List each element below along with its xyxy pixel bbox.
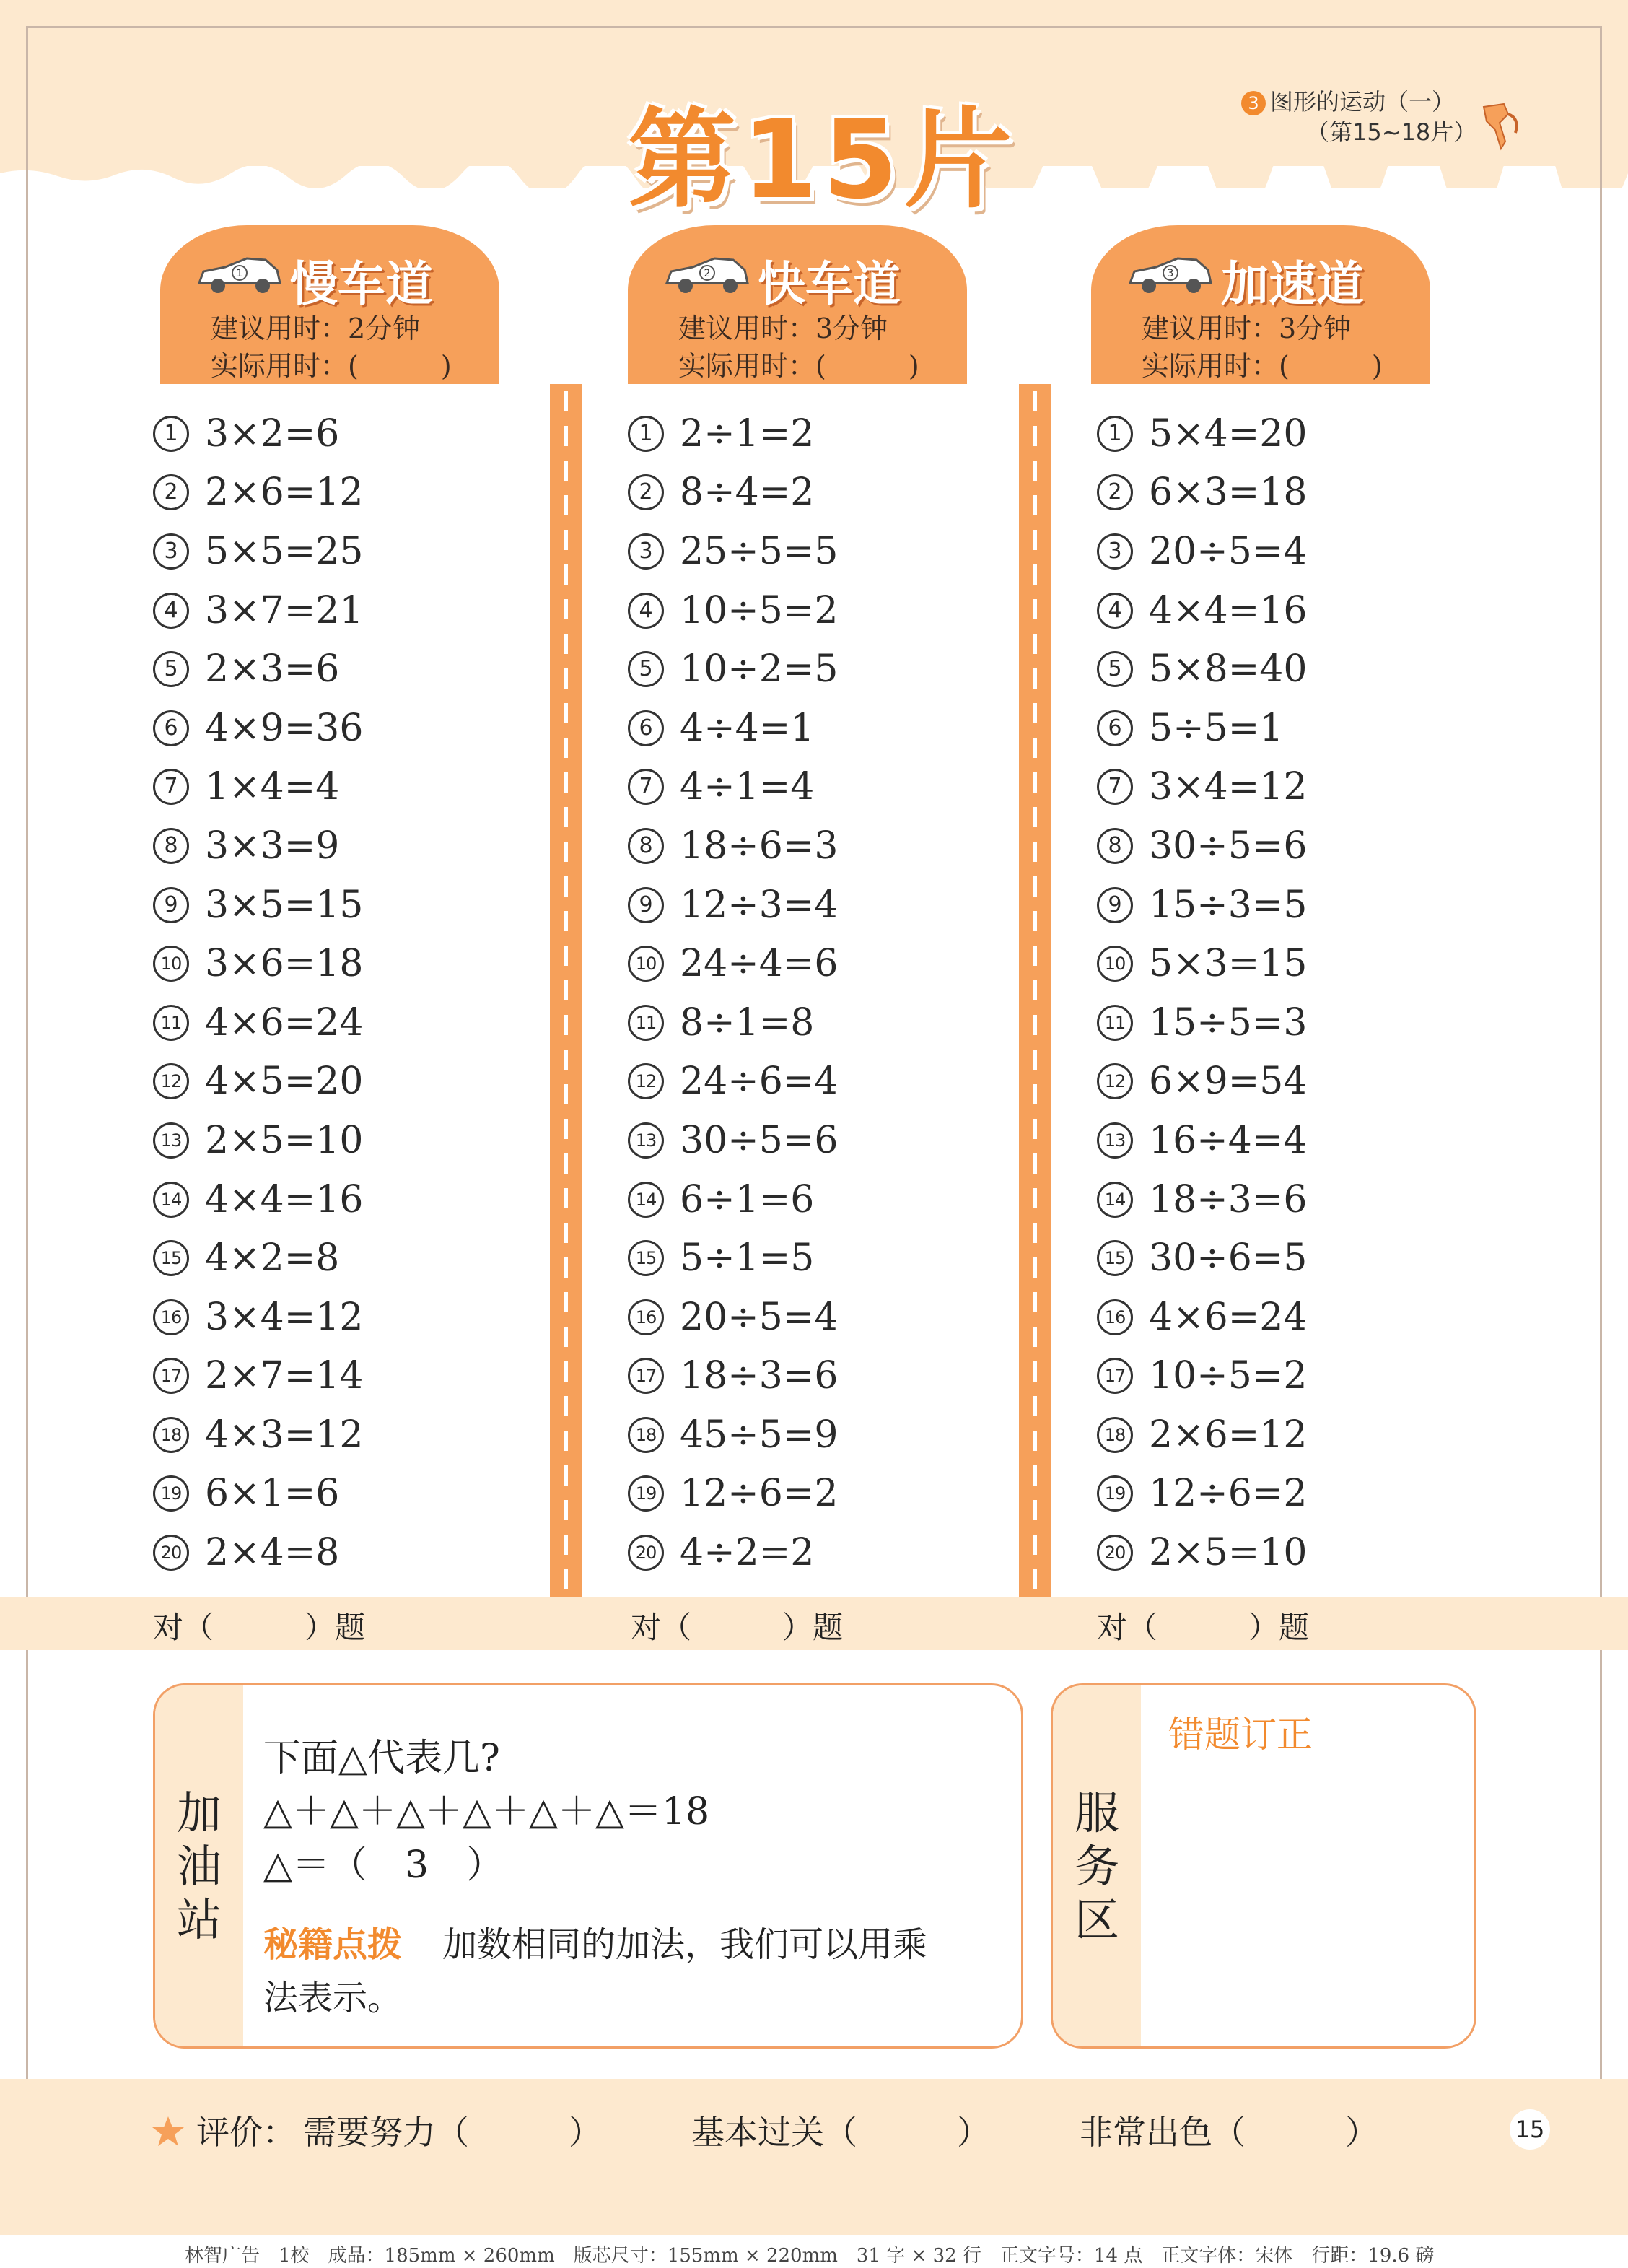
problem-item (153, 1111, 363, 1170)
problem-text: 25÷5=5 (680, 529, 839, 573)
problem-number: 17 (628, 1358, 664, 1394)
suggested-time: 建议用时：2分钟 (211, 313, 421, 344)
problem-text: 2×7=14 (205, 1354, 364, 1398)
problem-text: 4×3=12 (205, 1413, 364, 1457)
problem-number: 15 (1097, 1240, 1133, 1276)
problem-item (1097, 1111, 1307, 1170)
problem-item (628, 934, 838, 993)
problem-text: 10÷5=2 (1149, 1354, 1308, 1398)
problem-item (628, 699, 838, 758)
problem-item (628, 1111, 838, 1170)
problem-item (153, 1170, 363, 1229)
problem-number: 15 (153, 1240, 189, 1276)
suggested-time: 建议用时：3分钟 (678, 313, 888, 344)
score-accel: 对（ ）题 (1097, 1610, 1310, 1645)
tip-text-1: 加数相同的加法，我们可以用乘 (442, 1924, 928, 1965)
problem-item (153, 1465, 363, 1524)
fuel-nozzle-icon (1479, 101, 1523, 152)
problem-text: 5×5=25 (205, 529, 364, 573)
problem-text: 24÷6=4 (680, 1060, 839, 1104)
problem-number: 7 (628, 769, 664, 805)
problem-text: 2×3=6 (205, 647, 340, 692)
gas-station-box (153, 1683, 1023, 2049)
problem-text: 5÷1=5 (680, 1237, 815, 1281)
service-area-label: 服务区 (1074, 1787, 1119, 1946)
problem-number: 3 (153, 533, 189, 570)
problem-number: 16 (628, 1299, 664, 1335)
problem-number: 19 (1097, 1475, 1133, 1512)
problem-item (1097, 758, 1307, 817)
unit-range: （第15~18片） (1306, 118, 1477, 146)
problem-number: 12 (153, 1063, 189, 1099)
problem-number: 7 (153, 769, 189, 805)
score-fast: 对（ ）题 (631, 1610, 844, 1645)
problem-text: 3×3=9 (205, 824, 340, 868)
problem-text: 5×4=20 (1149, 411, 1308, 455)
problem-item (153, 816, 363, 876)
problem-number: 2 (628, 474, 664, 510)
gas-answer: △＝（ 3 ） (263, 1844, 504, 1887)
gas-tip (263, 1916, 927, 1966)
problem-number: 4 (628, 593, 664, 629)
problem-item (1097, 1288, 1307, 1347)
problem-item (153, 1347, 363, 1406)
car-number: 1 (236, 268, 243, 279)
problem-item (1097, 816, 1307, 876)
problem-text: 2÷1=2 (680, 411, 815, 455)
evaluation-option-excellent: 非常出色（ ） (1080, 2113, 1378, 2152)
problem-item (628, 581, 838, 640)
problem-item (153, 1052, 363, 1112)
problem-number: 4 (153, 593, 189, 629)
unit-name: 图形的运动（一） (1270, 88, 1456, 115)
problem-item (1097, 640, 1307, 699)
problem-number: 9 (628, 887, 664, 923)
lane-name: 慢车道 (290, 256, 433, 312)
problem-number: 6 (628, 710, 664, 746)
gas-question: 下面△代表几? (263, 1737, 500, 1780)
lane-header-fast (628, 225, 967, 384)
problem-item (1097, 1347, 1307, 1406)
problem-item (153, 1288, 363, 1347)
problem-number: 14 (628, 1182, 664, 1218)
problem-number: 2 (1097, 474, 1133, 510)
problem-number: 19 (628, 1475, 664, 1512)
problem-text: 3×5=15 (205, 883, 364, 927)
problem-number: 2 (153, 474, 189, 510)
problem-item (628, 1229, 838, 1288)
problem-text: 4÷2=2 (680, 1531, 815, 1575)
lane-name: 加速道 (1221, 256, 1364, 312)
suggested-time: 建议用时：3分钟 (1142, 313, 1352, 344)
problem-item (1097, 876, 1307, 935)
problem-text: 4÷4=1 (680, 706, 815, 750)
problem-text: 2×4=8 (205, 1531, 340, 1575)
evaluation-band (0, 2079, 1628, 2235)
problem-text: 4÷1=4 (680, 765, 815, 809)
problem-item (153, 934, 363, 993)
problem-number: 7 (1097, 769, 1133, 805)
gas-equation: △＋△＋△＋△＋△＋△＝18 (263, 1790, 710, 1833)
problem-text: 5×3=15 (1149, 942, 1308, 986)
problem-number: 8 (1097, 828, 1133, 864)
problem-number: 10 (628, 946, 664, 982)
problem-text: 15÷5=3 (1149, 1000, 1308, 1044)
problem-number: 1 (153, 416, 189, 452)
problem-item (153, 463, 363, 523)
problem-text: 12÷6=2 (1149, 1472, 1308, 1516)
problem-number: 14 (153, 1182, 189, 1218)
problem-text: 4×4=16 (1149, 588, 1308, 632)
problem-item (628, 1288, 838, 1347)
problem-number: 17 (1097, 1358, 1133, 1394)
problem-item (153, 1229, 363, 1288)
lane-name: 快车道 (758, 256, 901, 312)
problem-text: 3×4=12 (205, 1295, 364, 1339)
problem-text: 6×1=6 (205, 1472, 340, 1516)
problem-number: 1 (1097, 416, 1133, 452)
actual-time: 实际用时：( ) (678, 350, 919, 382)
correction-title: 错题订正 (1168, 1714, 1313, 1755)
problem-number: 18 (628, 1417, 664, 1453)
car-number: 3 (1167, 268, 1174, 279)
problem-number: 6 (1097, 710, 1133, 746)
tip-text-2: 法表示。 (263, 1978, 403, 2018)
problem-text: 5×8=40 (1149, 647, 1308, 692)
evaluation-option-needs-work: 需要努力（ ） (303, 2113, 602, 2152)
problem-number: 13 (628, 1122, 664, 1159)
problem-item (628, 1170, 838, 1229)
problem-number: 12 (1097, 1063, 1133, 1099)
print-info-footer: 林智广告 1校 成品：185mm × 260mm 版芯尺寸：155mm × 220mm 31 字 × 32 行 正文字号：14 点 正文字体：宋体 行距：19.6 磅 (185, 2245, 1435, 2267)
problem-text: 20÷5=4 (680, 1295, 839, 1339)
problem-text: 45÷5=9 (680, 1413, 839, 1457)
problem-text: 18÷3=6 (680, 1354, 839, 1398)
problem-number: 20 (153, 1535, 189, 1571)
actual-time: 实际用时：( ) (1142, 350, 1383, 382)
problem-number: 9 (1097, 887, 1133, 923)
problem-number: 11 (153, 1005, 189, 1041)
lane-divider (550, 384, 582, 1597)
problem-item (153, 1405, 363, 1465)
problem-number: 13 (1097, 1122, 1133, 1159)
problem-list-accel (1097, 404, 1307, 1582)
problem-item (1097, 522, 1307, 581)
problem-text: 20÷5=4 (1149, 529, 1308, 573)
problem-text: 6×9=54 (1149, 1060, 1308, 1104)
problem-text: 2×6=12 (1149, 1413, 1308, 1457)
problem-item (1097, 1170, 1307, 1229)
problem-item (153, 1523, 363, 1582)
problem-text: 24÷4=6 (680, 942, 839, 986)
problem-text: 30÷6=5 (1149, 1237, 1308, 1281)
problem-item (1097, 1523, 1307, 1582)
problem-item (153, 404, 363, 463)
problem-number: 16 (153, 1299, 189, 1335)
problem-item (153, 581, 363, 640)
problem-item (628, 1465, 838, 1524)
problem-item (628, 522, 838, 581)
problem-item (628, 1405, 838, 1465)
problem-item (628, 993, 838, 1052)
problem-text: 2×5=10 (205, 1118, 364, 1162)
problem-item (153, 699, 363, 758)
problem-item (1097, 1052, 1307, 1112)
problem-text: 2×5=10 (1149, 1531, 1308, 1575)
service-area-box (1051, 1683, 1476, 2049)
problem-list-slow (153, 404, 363, 1582)
problem-item (628, 1523, 838, 1582)
problem-text: 3×6=18 (205, 942, 364, 986)
problem-text: 30÷5=6 (680, 1118, 839, 1162)
problem-number: 8 (628, 828, 664, 864)
problem-item (628, 404, 838, 463)
problem-number: 5 (1097, 651, 1133, 687)
problem-number: 8 (153, 828, 189, 864)
problem-number: 6 (153, 710, 189, 746)
problem-text: 4×5=20 (205, 1060, 364, 1104)
problem-number: 19 (153, 1475, 189, 1512)
problem-text: 4×9=36 (205, 706, 364, 750)
problem-number: 5 (153, 651, 189, 687)
problem-text: 6×3=18 (1149, 471, 1308, 515)
problem-text: 4×4=16 (205, 1177, 364, 1221)
problem-text: 3×4=12 (1149, 765, 1308, 809)
problem-text: 12÷6=2 (680, 1472, 839, 1516)
problem-text: 4×6=24 (205, 1000, 364, 1044)
actual-time: 实际用时：( ) (211, 350, 452, 382)
problem-text: 6÷1=6 (680, 1177, 815, 1221)
problem-item (1097, 463, 1307, 523)
evaluation-label: 评价： (196, 2113, 296, 2152)
problem-text: 3×2=6 (205, 411, 340, 455)
problem-text: 12÷3=4 (680, 883, 839, 927)
problem-text: 15÷3=5 (1149, 883, 1308, 927)
problem-item (153, 993, 363, 1052)
problem-text: 18÷6=3 (680, 824, 839, 868)
problem-text: 8÷4=2 (680, 471, 815, 515)
problem-number: 3 (1097, 533, 1133, 570)
problem-item (1097, 581, 1307, 640)
problem-item (628, 1052, 838, 1112)
problem-item (1097, 1405, 1307, 1465)
problem-number: 13 (153, 1122, 189, 1159)
problem-item (1097, 699, 1307, 758)
problem-number: 10 (1097, 946, 1133, 982)
problem-text: 1×4=4 (205, 765, 340, 809)
star-icon (152, 2115, 185, 2148)
lane-header-slow (160, 225, 499, 384)
problem-item (628, 463, 838, 523)
problem-item (1097, 404, 1307, 463)
problem-item (628, 640, 838, 699)
problem-text: 8÷1=8 (680, 1000, 815, 1044)
unit-info (1241, 87, 1476, 147)
gas-station-label: 加油站 (176, 1787, 222, 1946)
problem-number: 10 (153, 946, 189, 982)
problem-item (628, 758, 838, 817)
problem-item (628, 1347, 838, 1406)
problem-number: 4 (1097, 593, 1133, 629)
problem-item (628, 876, 838, 935)
problem-number: 15 (628, 1240, 664, 1276)
problem-text: 4×2=8 (205, 1237, 340, 1281)
lane-divider (1019, 384, 1051, 1597)
problem-item (1097, 1465, 1307, 1524)
problem-item (628, 816, 838, 876)
problem-number: 16 (1097, 1299, 1133, 1335)
problem-text: 30÷5=6 (1149, 824, 1308, 868)
problem-number: 11 (628, 1005, 664, 1041)
problem-number: 18 (1097, 1417, 1133, 1453)
problem-number: 20 (628, 1535, 664, 1571)
problem-number: 3 (628, 533, 664, 570)
page-number: 15 (1510, 2109, 1550, 2150)
problem-item (153, 758, 363, 817)
lane-header-accel (1091, 225, 1430, 384)
problem-number: 14 (1097, 1182, 1133, 1218)
problem-number: 11 (1097, 1005, 1133, 1041)
race-car-icon (1127, 254, 1214, 297)
page-title: 第15片 (628, 97, 1018, 223)
problem-number: 12 (628, 1063, 664, 1099)
problem-text: 2×6=12 (205, 471, 364, 515)
problem-number: 17 (153, 1358, 189, 1394)
race-car-icon (196, 254, 283, 297)
problem-item (153, 522, 363, 581)
problem-text: 5÷5=1 (1149, 706, 1284, 750)
problem-number: 18 (153, 1417, 189, 1453)
problem-text: 3×7=21 (205, 588, 364, 632)
problem-number: 1 (628, 416, 664, 452)
race-car-icon (664, 254, 750, 297)
problem-item (153, 876, 363, 935)
problem-number: 5 (628, 651, 664, 687)
problem-number: 9 (153, 887, 189, 923)
problem-item (153, 640, 363, 699)
unit-badge: 3 (1241, 91, 1266, 115)
evaluation-option-pass: 基本过关（ ） (691, 2113, 990, 2152)
problem-text: 18÷3=6 (1149, 1177, 1308, 1221)
problem-text: 4×6=24 (1149, 1295, 1308, 1339)
score-slow: 对（ ）题 (153, 1610, 366, 1645)
problem-item (1097, 993, 1307, 1052)
problem-item (1097, 1229, 1307, 1288)
car-number: 2 (704, 268, 711, 279)
problem-number: 20 (1097, 1535, 1133, 1571)
problem-text: 10÷2=5 (680, 647, 839, 692)
tip-title: 秘籍点拨 (263, 1924, 403, 1965)
problem-text: 10÷5=2 (680, 588, 839, 632)
problem-list-fast (628, 404, 838, 1582)
problem-text: 16÷4=4 (1149, 1118, 1308, 1162)
problem-item (1097, 934, 1307, 993)
